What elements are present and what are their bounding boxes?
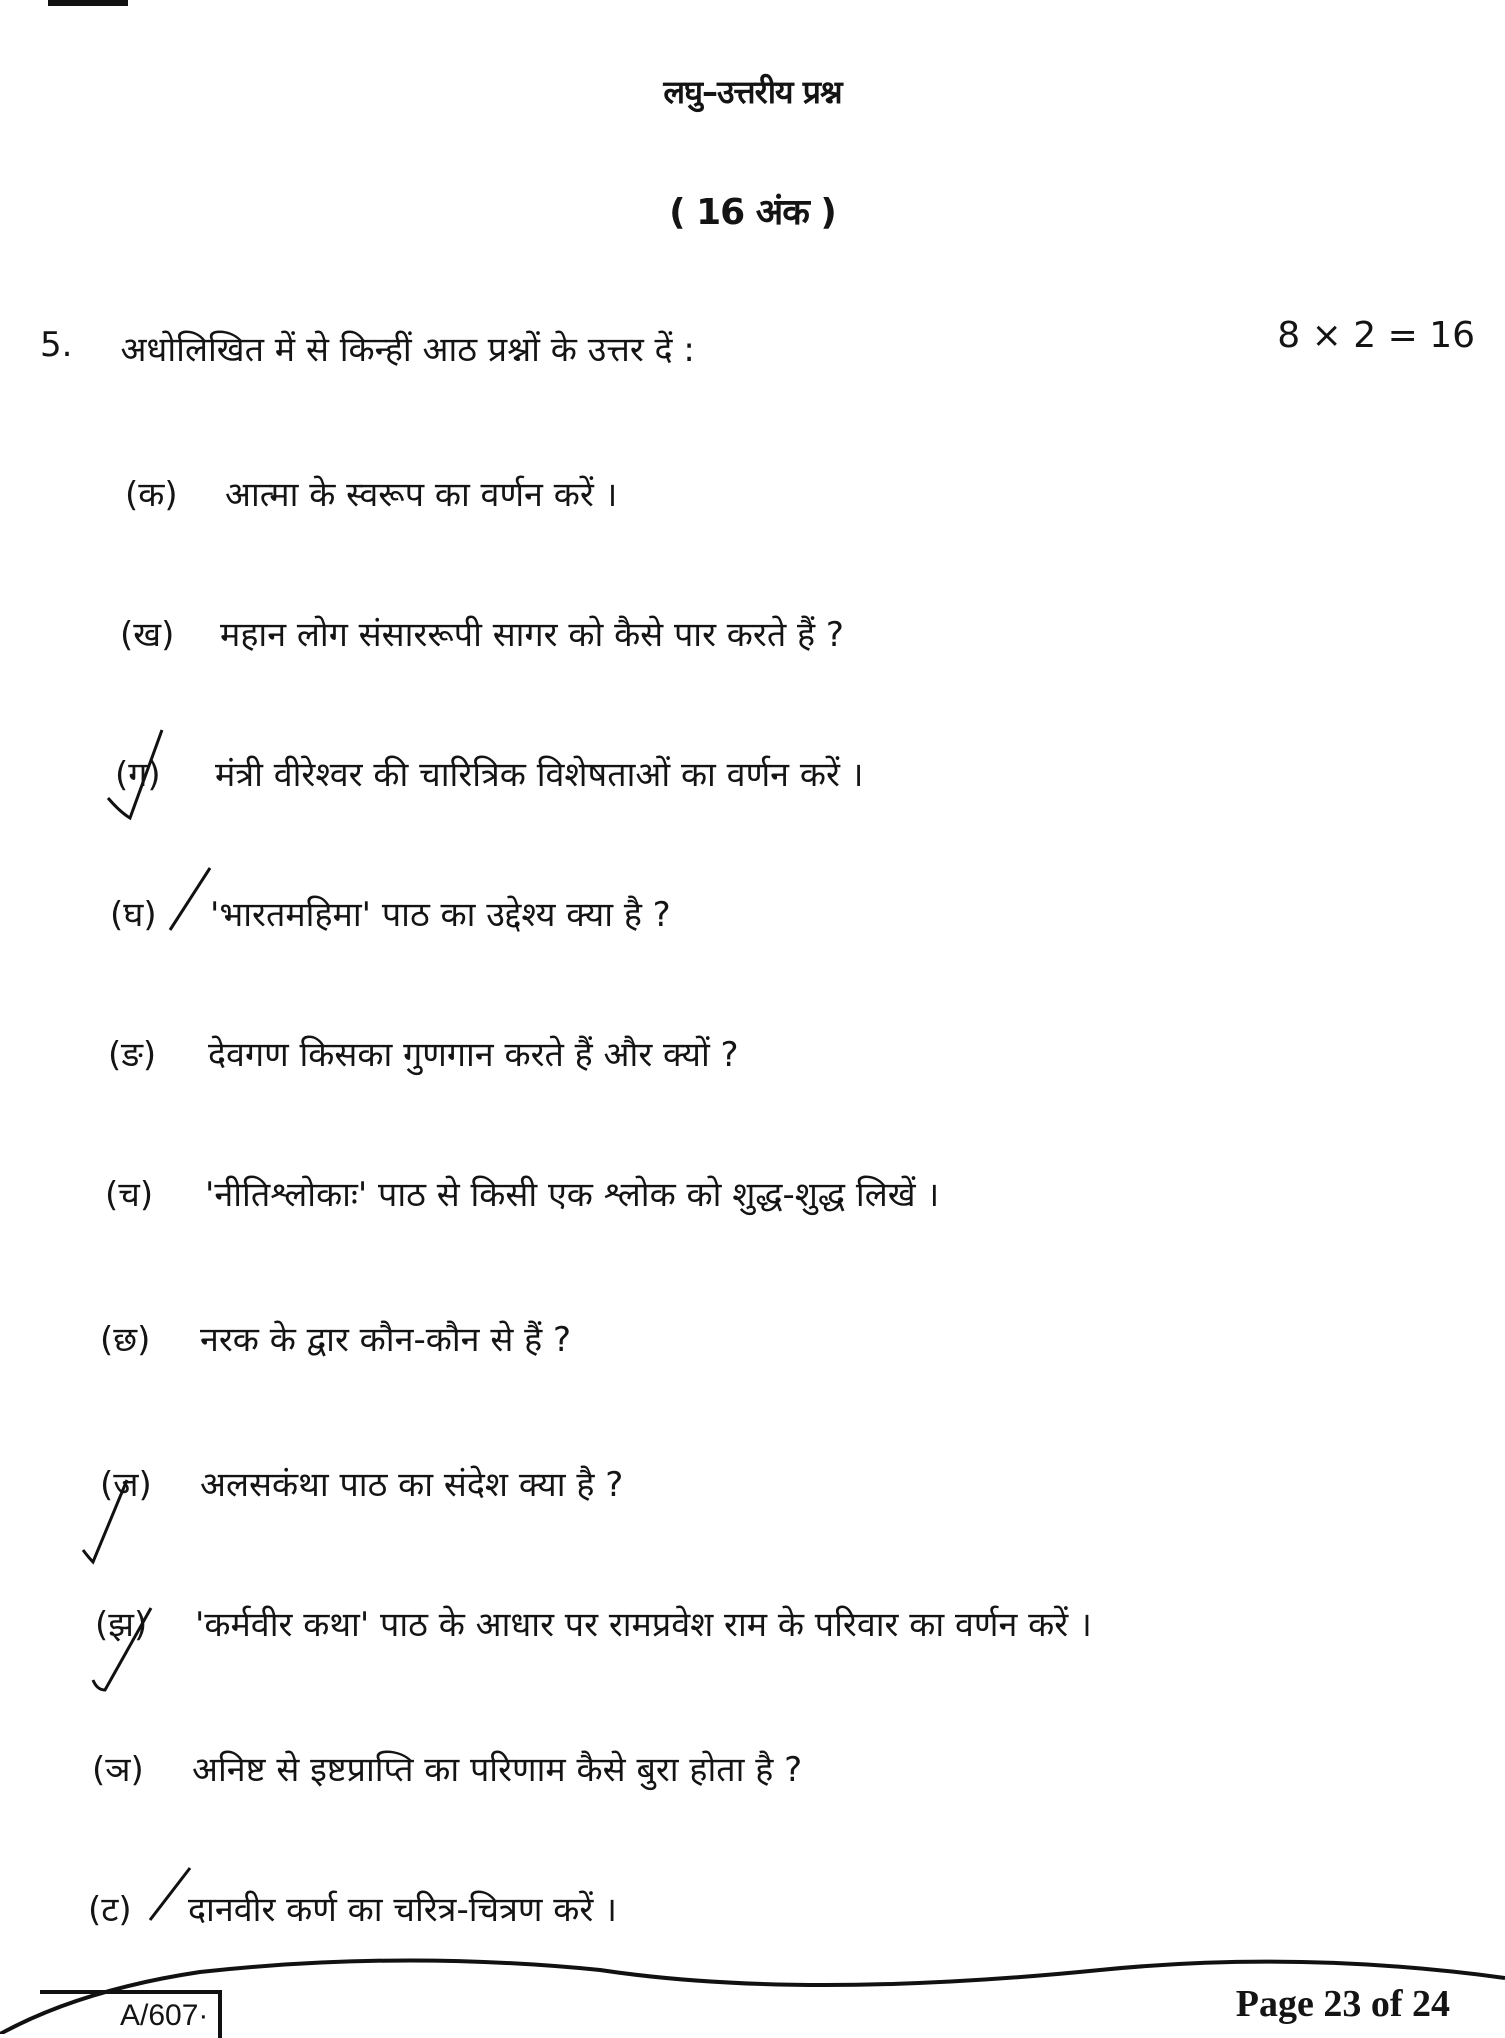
- sub-question-nga: [108, 1030, 739, 1076]
- item-text: 'कर्मवीर कथा' पाठ के आधार पर रामप्रवेश राम के परिवार का वर्णन करें ।: [195, 1605, 1092, 1645]
- item-label: (ज): [100, 1465, 152, 1505]
- item-text: नरक के द्वार कौन-कौन से हैं ?: [200, 1320, 572, 1360]
- sub-question-ka: [125, 470, 617, 516]
- check-mark-icon: [85, 1590, 205, 1700]
- item-text: अलसकंथा पाठ का संदेश क्या है ?: [200, 1465, 624, 1505]
- item-text: 'नीतिश्लोकाः' पाठ से किसी एक श्लोक को शुद्ध-शुद्ध लिखें ।: [205, 1175, 940, 1215]
- sub-question-nya: [92, 1745, 802, 1791]
- item-label: (ट): [88, 1890, 132, 1930]
- sub-question-chha: [100, 1315, 571, 1361]
- item-text: दानवीर कर्ण का चरित्र-चित्रण करें ।: [188, 1890, 617, 1930]
- item-text: देवगण किसका गुणगान करते हैं और क्यों ?: [208, 1035, 739, 1075]
- check-mark-icon: [75, 1450, 195, 1570]
- item-text: अनिष्ट से इष्टप्राप्ति का परिणाम कैसे बुरा होता है ?: [192, 1750, 803, 1790]
- item-text: आत्मा के स्वरूप का वर्णन करें ।: [225, 475, 618, 515]
- item-label: (क): [125, 475, 178, 515]
- section-marks: ( 16 अंक ): [669, 192, 836, 233]
- item-label: (ग): [115, 755, 161, 795]
- paper-code: A/607·: [40, 1990, 222, 2038]
- item-label: (झ): [95, 1605, 148, 1645]
- section-title: लघु–उत्तरीय प्रश्न: [663, 73, 842, 111]
- sub-question-ga: [115, 750, 864, 796]
- item-label: (ङ): [108, 1035, 157, 1075]
- page-number: Page 23 of 24: [1235, 1983, 1450, 2025]
- check-mark-icon: [100, 720, 220, 830]
- check-mark-icon: [110, 860, 230, 960]
- sub-question-cha: [105, 1170, 939, 1216]
- question-header: [40, 325, 695, 371]
- item-label: (च): [105, 1175, 154, 1215]
- item-label: (ख): [120, 615, 175, 655]
- item-label: (ञ): [92, 1750, 144, 1790]
- item-label: (घ): [110, 895, 157, 935]
- sub-question-jha: [95, 1600, 1092, 1646]
- question-marks: 8 × 2 = 16: [1277, 315, 1475, 356]
- item-text: मंत्री वीरेश्वर की चारित्रिक विशेषताओं का वर्णन करें ।: [215, 755, 864, 795]
- item-label: (छ): [100, 1320, 151, 1360]
- question-number: 5.: [40, 325, 73, 365]
- item-text: 'भारतमहिमा' पाठ का उद्देश्य क्या है ?: [210, 895, 671, 935]
- scan-edge-mark: [48, 0, 128, 6]
- question-instruction: अधोलिखित में से किन्हीं आठ प्रश्नों के उत्तर दें :: [120, 330, 695, 370]
- item-text: महान लोग संसाररूपी सागर को कैसे पार करते हैं ?: [220, 615, 844, 655]
- sub-question-kha: [120, 610, 844, 656]
- check-mark-icon: [90, 1860, 210, 1940]
